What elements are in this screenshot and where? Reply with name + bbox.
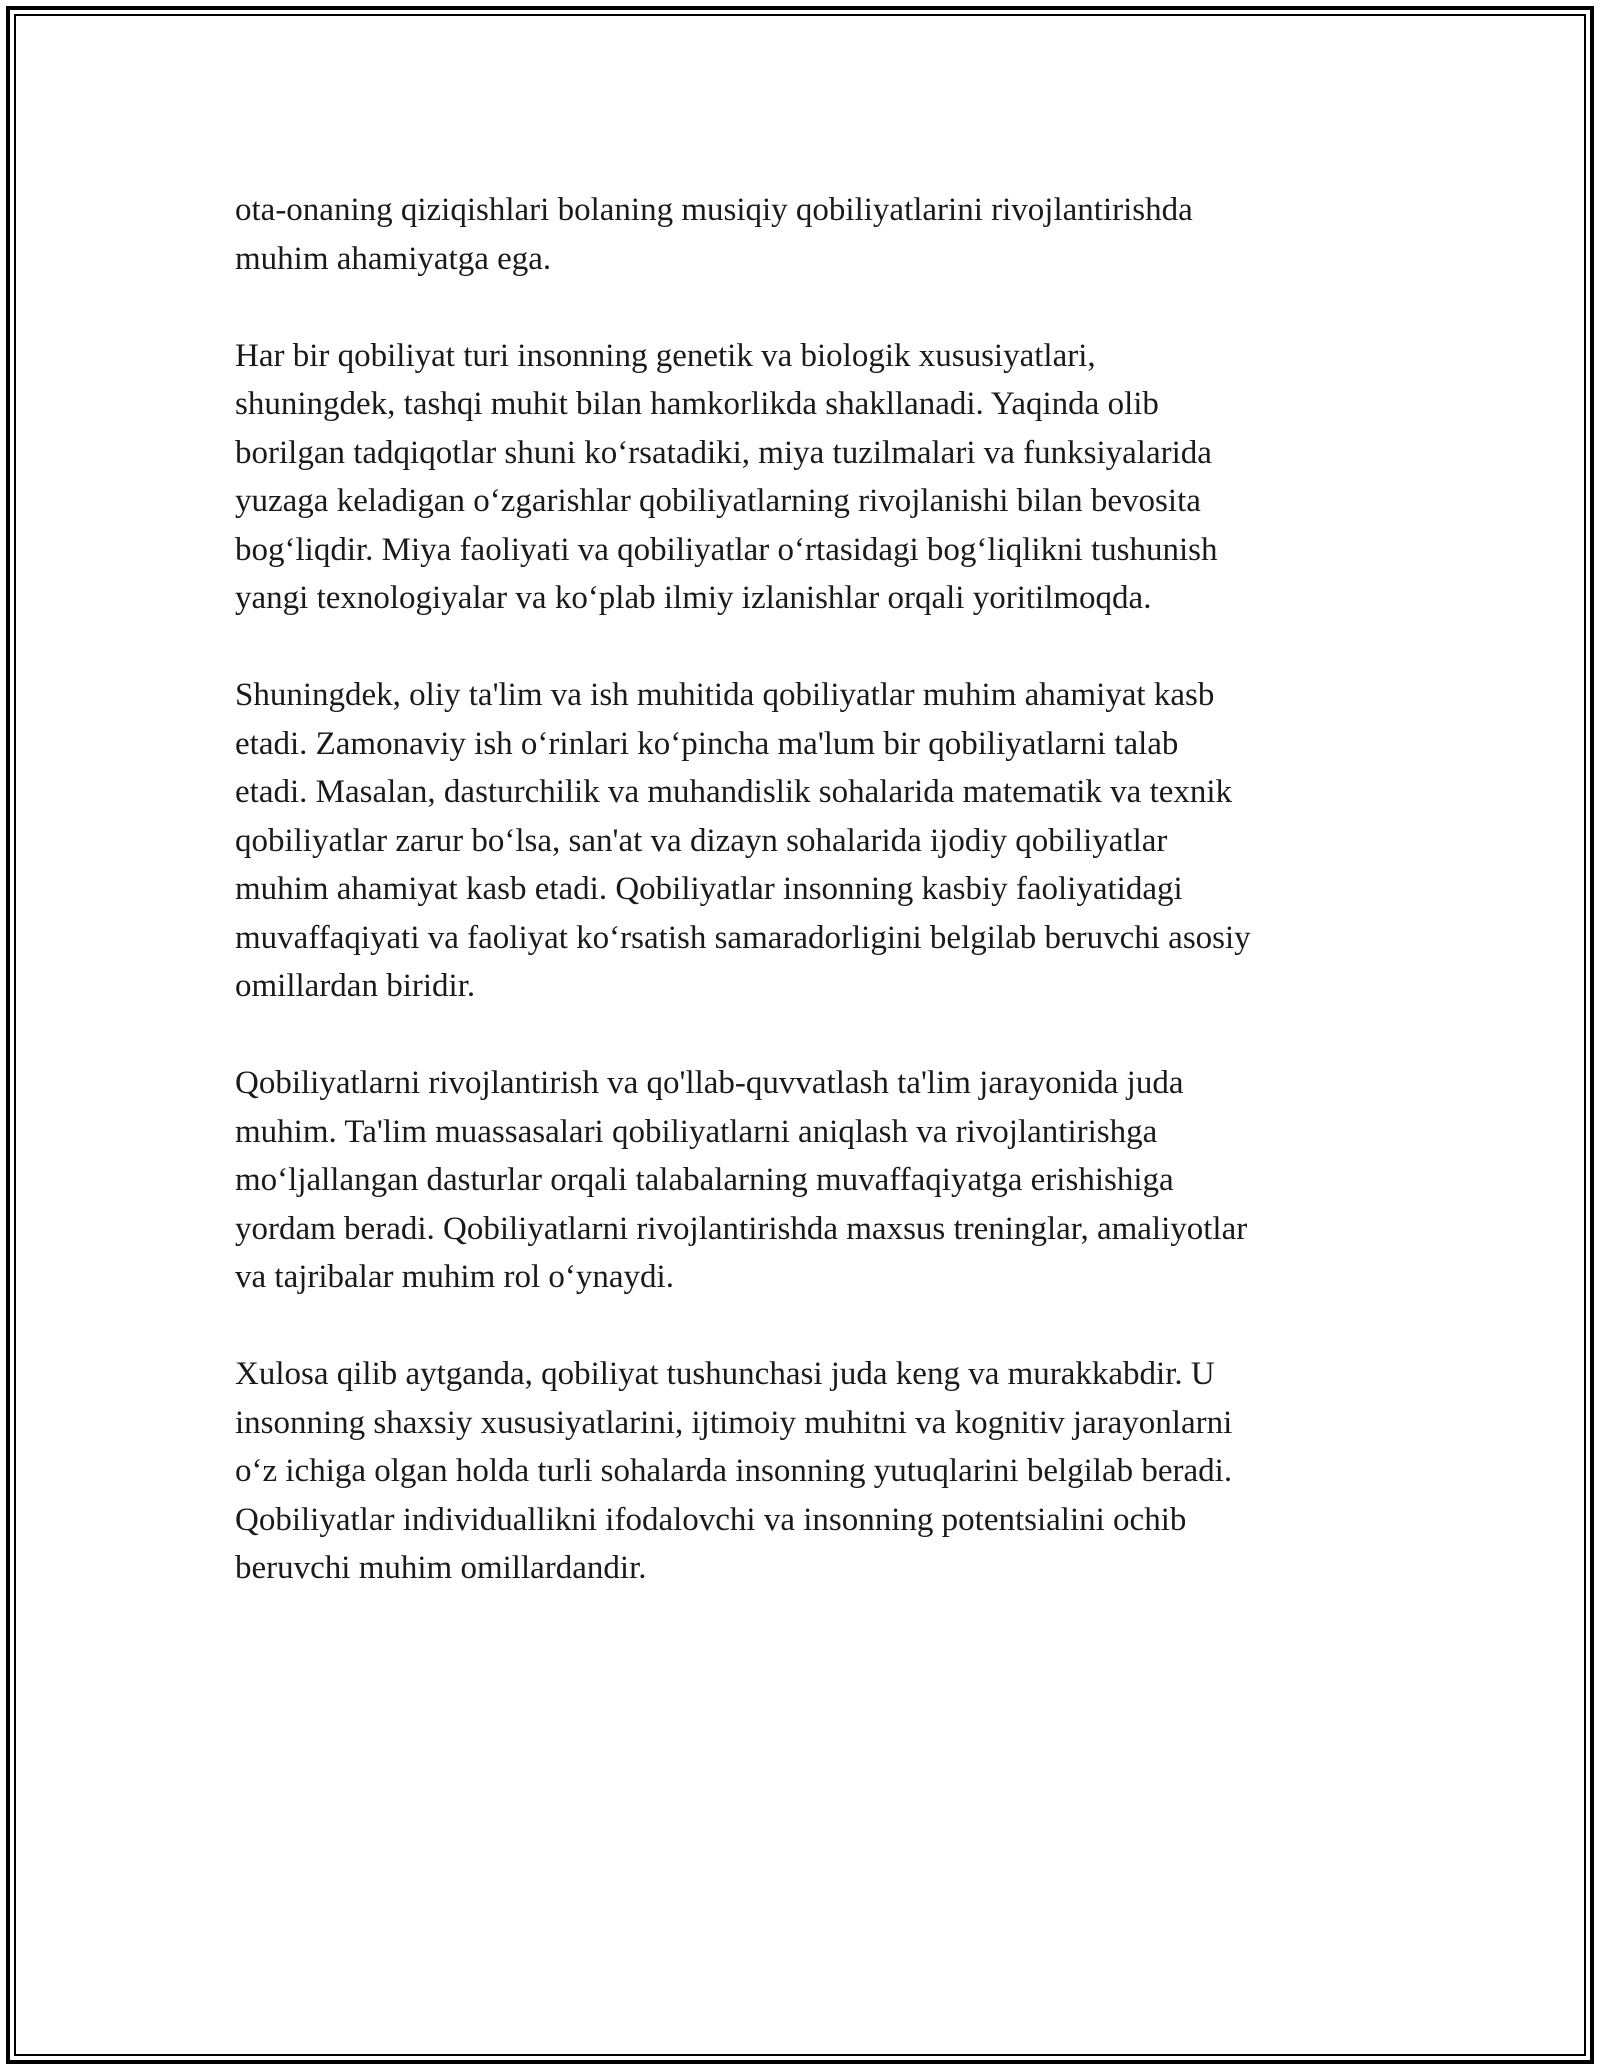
text-line: omillardan biridir. — [235, 968, 476, 1004]
text-line: bog‘liqdir. Miya faoliyati va qobiliyatlar o‘rtasidagi bog‘liqlikni tushunish — [235, 531, 1218, 568]
text-line: qobiliyatlar zarur bo‘lsa, san'at va dizayn sohalarida ijodiy qobiliyatlar — [235, 822, 1168, 859]
paragraph-2 — [235, 332, 1375, 623]
text-line: borilgan tadqiqotlar shuni ko‘rsatadiki, miya tuzilmalari va funksiyalarida — [235, 434, 1212, 471]
paragraph-1 — [235, 186, 1375, 283]
text-line: Qobiliyatlar individuallikni ifodalovchi va insonning potentsialini ochib — [235, 1501, 1187, 1538]
text-line: beruvchi muhim omillardandir. — [235, 1550, 647, 1586]
text-line: insonning shaxsiy xususiyatlarini, ijtimoiy muhitni va kognitiv jarayonlarni — [235, 1404, 1233, 1441]
text-line: o‘z ichiga olgan holda turli sohalarda insonning yutuqlarini belgilab beradi. — [235, 1453, 1233, 1489]
paragraph-5 — [235, 1350, 1375, 1593]
document-body — [235, 186, 1375, 1641]
text-line: shuningdek, tashqi muhit bilan hamkorlikda shakllanadi. Yaqinda olib — [235, 386, 1159, 422]
text-line: etadi. Zamonaviy ish o‘rinlari ko‘pincha ma'lum bir qobiliyatlarni talab — [235, 725, 1179, 762]
text-line: Qobiliyatlarni rivojlantirish va qo'llab-quvvatlash ta'lim jarayonida juda — [235, 1065, 1184, 1101]
text-line: Har bir qobiliyat turi insonning genetik va biologik xususiyatlari, — [235, 337, 1096, 374]
text-line: yordam beradi. Qobiliyatlarni rivojlantirishda maxsus treninglar, amaliyotlar — [235, 1210, 1248, 1247]
text-line: ota-onaning qiziqishlari bolaning musiqiy qobiliyatlarini rivojlantirishda — [235, 192, 1193, 228]
paragraph-3 — [235, 671, 1375, 1011]
paragraph-4 — [235, 1059, 1375, 1302]
text-line: yangi texnologiyalar va ko‘plab ilmiy izlanishlar orqali yoritilmoqda. — [235, 580, 1152, 616]
text-line: muhim. Ta'lim muassasalari qobiliyatlarni aniqlash va rivojlantirishga — [235, 1113, 1158, 1150]
text-line: Xulosa qilib aytganda, qobiliyat tushunchasi juda keng va murakkabdir. U — [235, 1356, 1215, 1392]
text-line: mo‘ljallangan dasturlar orqali talabalarning muvaffaqiyatga erishishiga — [235, 1162, 1174, 1198]
text-line: muhim ahamiyat kasb etadi. Qobiliyatlar insonning kasbiy faoliyatidagi — [235, 871, 1183, 907]
text-line: muhim ahamiyatga ega. — [235, 240, 552, 277]
text-line: muvaffaqiyati va faoliyat ko‘rsatish samaradorligini belgilab beruvchi asosiy — [235, 919, 1251, 956]
text-line: etadi. Masalan, dasturchilik va muhandislik sohalarida matematik va texnik — [235, 774, 1233, 810]
text-line: Shuningdek, oliy ta'lim va ish muhitida qobiliyatlar muhim ahamiyat kasb — [235, 677, 1215, 713]
text-line: yuzaga keladigan o‘zgarishlar qobiliyatlarning rivojlanishi bilan bevosita — [235, 483, 1201, 519]
text-line: va tajribalar muhim rol o‘ynaydi. — [235, 1259, 674, 1295]
